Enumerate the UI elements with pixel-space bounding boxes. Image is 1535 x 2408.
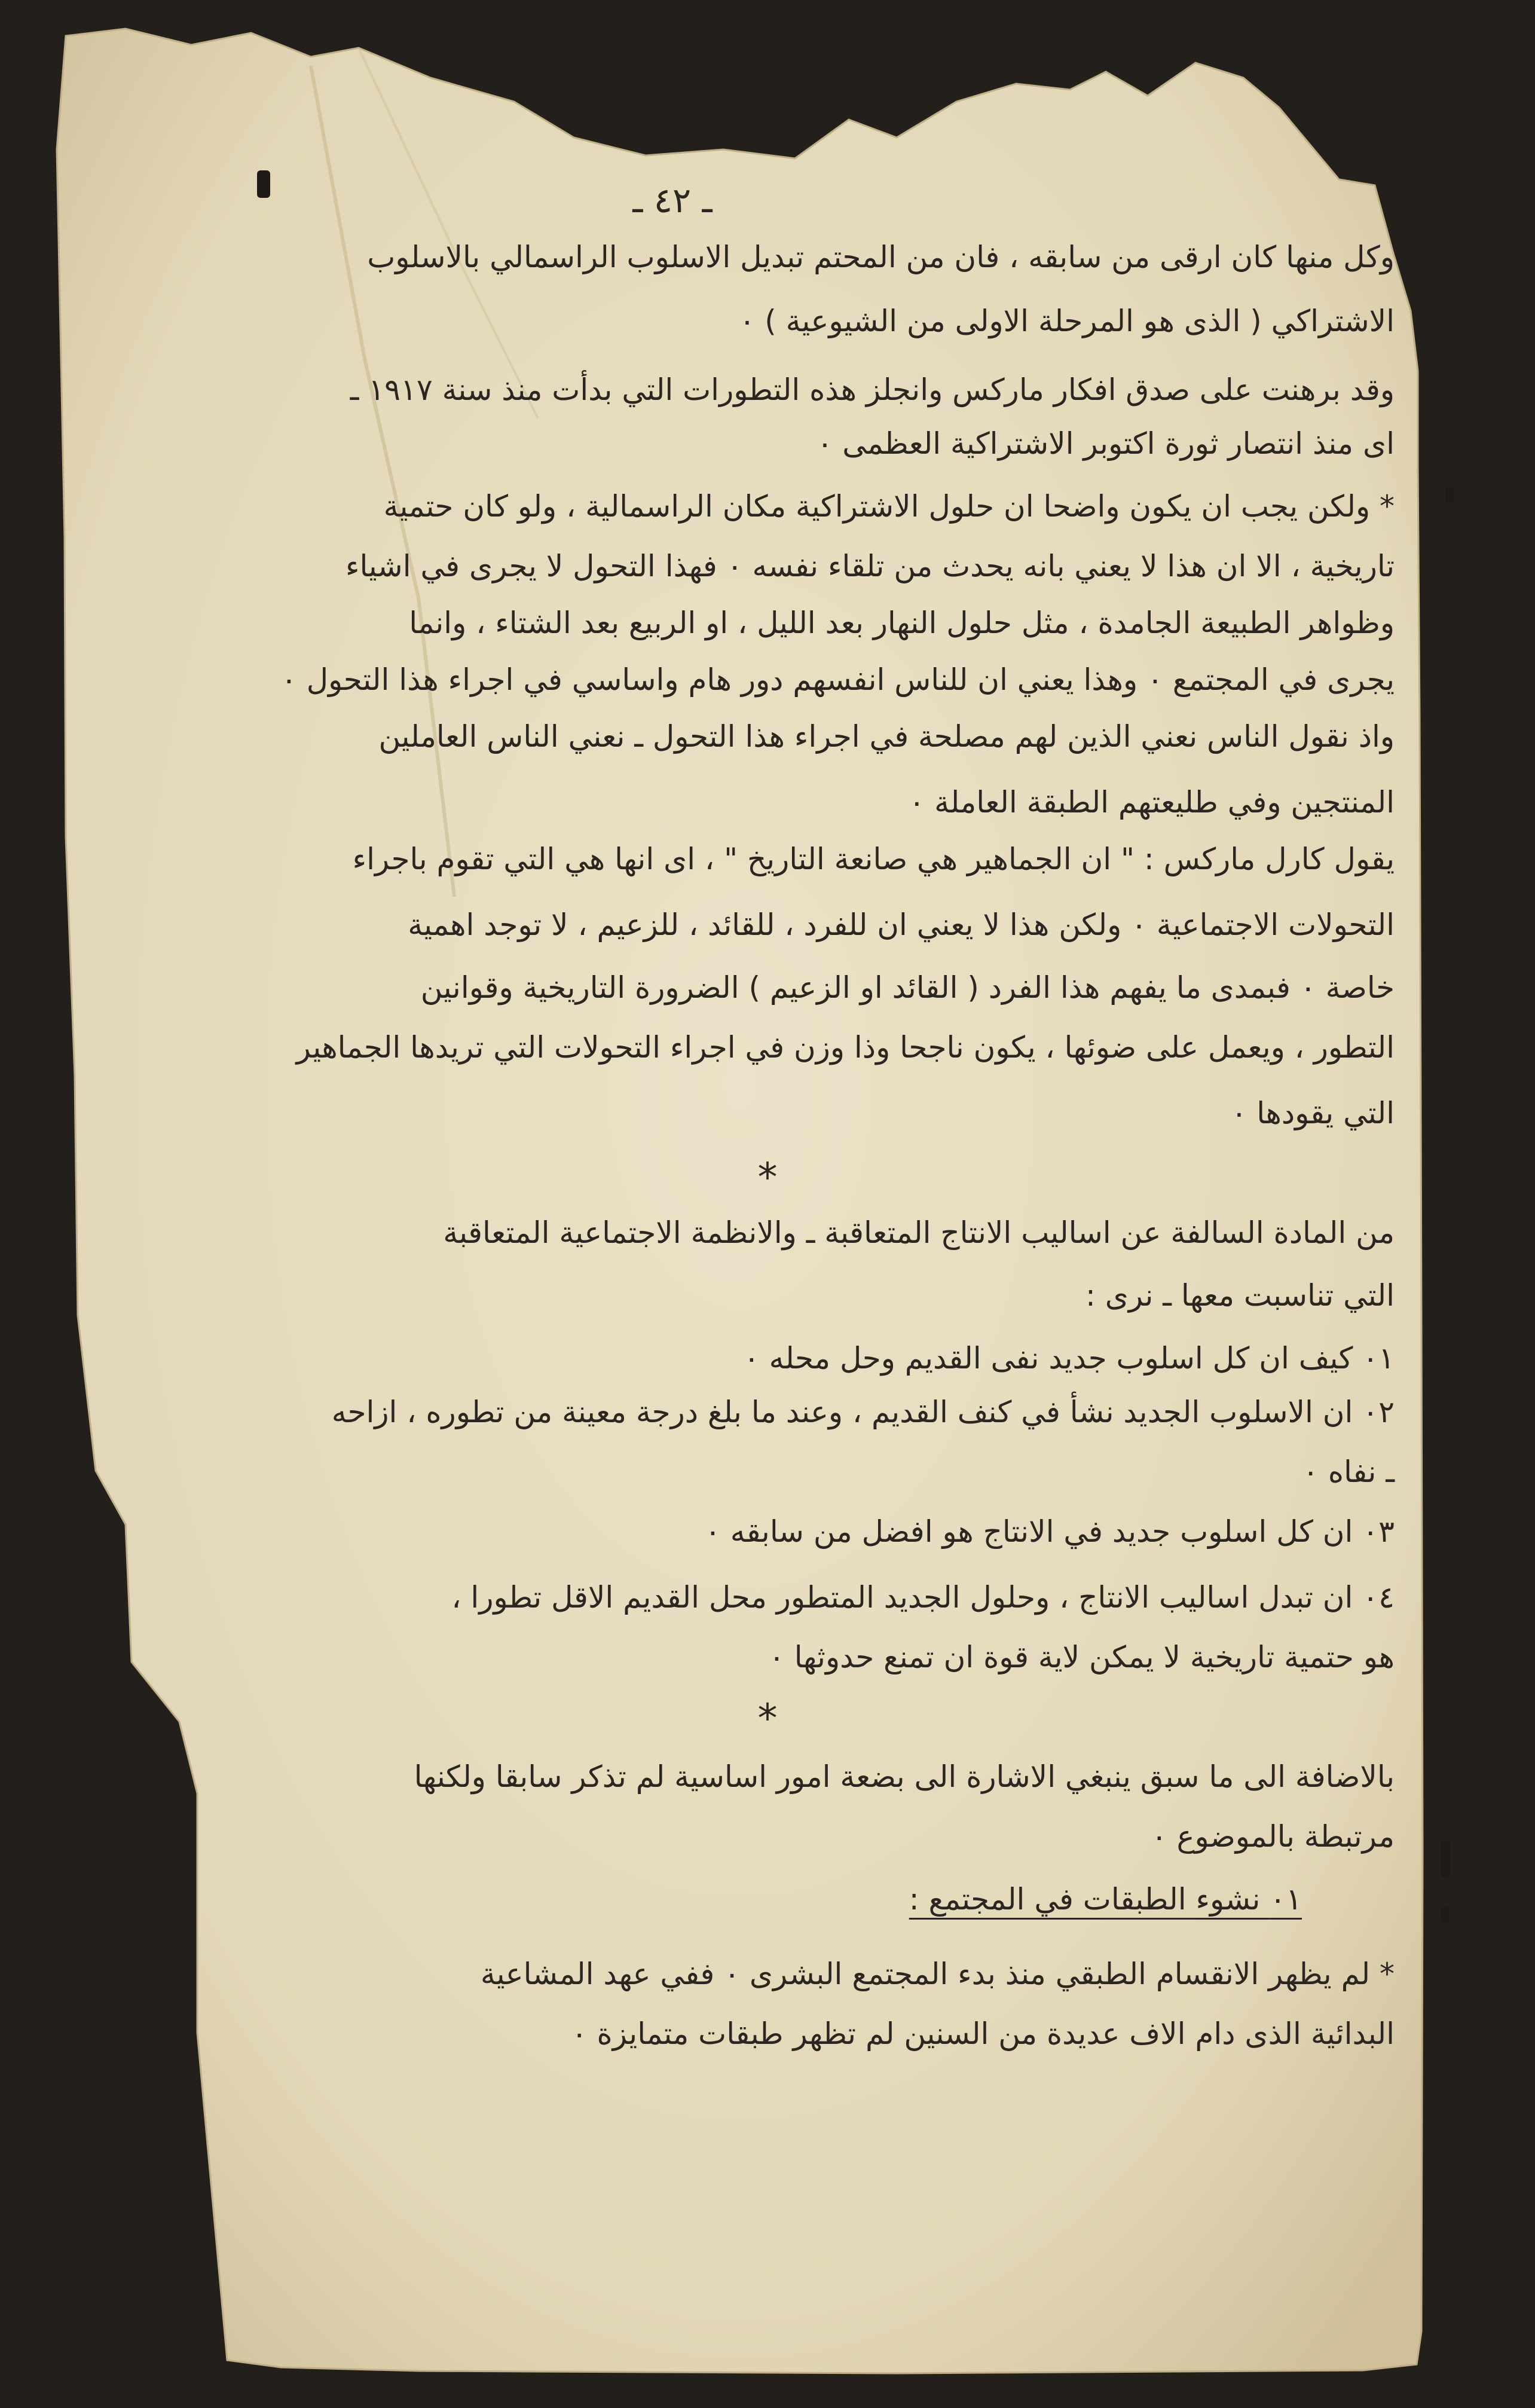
text-line: تاريخية ، الا ان هذا لا يعني بانه يحدث من تلقاء نفسه ٠ فهذا التحول لا يجرى في اشياء — [345, 549, 1395, 583]
text-line: * ولكن يجب ان يكون واضحا ان حلول الاشتراكية مكان الراسمالية ، ولو كان حتمية — [383, 489, 1395, 524]
text-line: التي يقودها ٠ — [1231, 1096, 1395, 1130]
text-line: التحولات الاجتماعية ٠ ولكن هذا لا يعني ان للفرد ، للقائد ، للزعيم ، لا توجد اهمية — [408, 907, 1395, 942]
text-line: التي تناسبت معها ـ نرى : — [1085, 1278, 1395, 1313]
text-line: وكل منها كان ارقى من سابقه ، فان من المحتم تبديل الاسلوب الراسمالي بالاسلوب — [367, 240, 1395, 274]
text-line: التطور ، ويعمل على ضوئها ، يكون ناجحا وذا وزن في اجراء التحولات التي تريدها الجماهير — [296, 1030, 1395, 1065]
section-separator: * — [757, 1695, 778, 1741]
list-item: ٠٢ ان الاسلوب الجديد نشأ في كنف القديم ، وعند ما بلغ درجة معينة من تطوره ، ازاحه — [331, 1395, 1395, 1429]
text-line: يجرى في المجتمع ٠ وهذا يعني ان للناس انفسهم دور هام واساسي في اجراء هذا التحول ٠ — [280, 662, 1395, 697]
text-line: يقول كارل ماركس : " ان الجماهير هي صانعة التاريخ " ، اى انها هي التي تقوم باجراء — [352, 842, 1395, 876]
list-item: ٠٣ ان كل اسلوب جديد في الانتاج هو افضل من سابقه ٠ — [705, 1514, 1395, 1549]
section-heading: ٠١ نشوء الطبقات في المجتمع : — [909, 1882, 1302, 1917]
section-separator: * — [757, 1154, 778, 1200]
text-line: خاصة ٠ فبمدى ما يفهم هذا الفرد ( القائد او الزعيم ) الضرورة التاريخية وقوانين — [420, 970, 1395, 1005]
list-item: ٠١ كيف ان كل اسلوب جديد نفى القديم وحل محله ٠ — [743, 1341, 1395, 1376]
text-line: من المادة السالفة عن اساليب الانتاج المتعاقبة ـ والانظمة الاجتماعية المتعاقبة — [443, 1215, 1395, 1250]
text-line: الاشتراكي ( الذى هو المرحلة الاولى من الشيوعية ) ٠ — [739, 304, 1395, 338]
text-line: هو حتمية تاريخية لا يمكن لاية قوة ان تمنع حدوثها ٠ — [769, 1640, 1395, 1674]
text-line: مرتبطة بالموضوع ٠ — [1151, 1819, 1395, 1854]
text-line: ـ نفاه ٠ — [1302, 1454, 1395, 1489]
text-line: المنتجين وفي طليعتهم الطبقة العاملة ٠ — [909, 785, 1395, 820]
text-line: بالاضافة الى ما سبق ينبغي الاشارة الى بضعة امور اساسية لم تذكر سابقا ولكنها — [414, 1759, 1395, 1794]
text-line: البدائية الذى دام الاف عديدة من السنين لم تظهر طبقات متمايزة ٠ — [571, 2016, 1395, 2051]
text-line: وظواهر الطبيعة الجامدة ، مثل حلول النهار بعد الليل ، او الربيع بعد الشتاء ، وانما — [409, 606, 1395, 640]
text-line: واذ نقول الناس نعني الذين لهم مصلحة في اجراء هذا التحول ـ نعني الناس العاملين — [378, 719, 1395, 754]
text-line: * لم يظهر الانقسام الطبقي منذ بدء المجتمع البشرى ٠ ففي عهد المشاعية — [480, 1957, 1395, 1991]
text-line: وقد برهنت على صدق افكار ماركس وانجلز هذه التطورات التي بدأت منذ سنة ١٩١٧ ـ — [350, 372, 1395, 407]
text-line: اى منذ انتصار ثورة اكتوبر الاشتراكية العظمى ٠ — [817, 426, 1395, 461]
page-number: ـ ٤٢ ـ — [632, 180, 713, 221]
list-item: ٠٤ ان تبدل اساليب الانتاج ، وحلول الجديد المتطور محل القديم الاقل تطورا ، — [451, 1580, 1395, 1615]
